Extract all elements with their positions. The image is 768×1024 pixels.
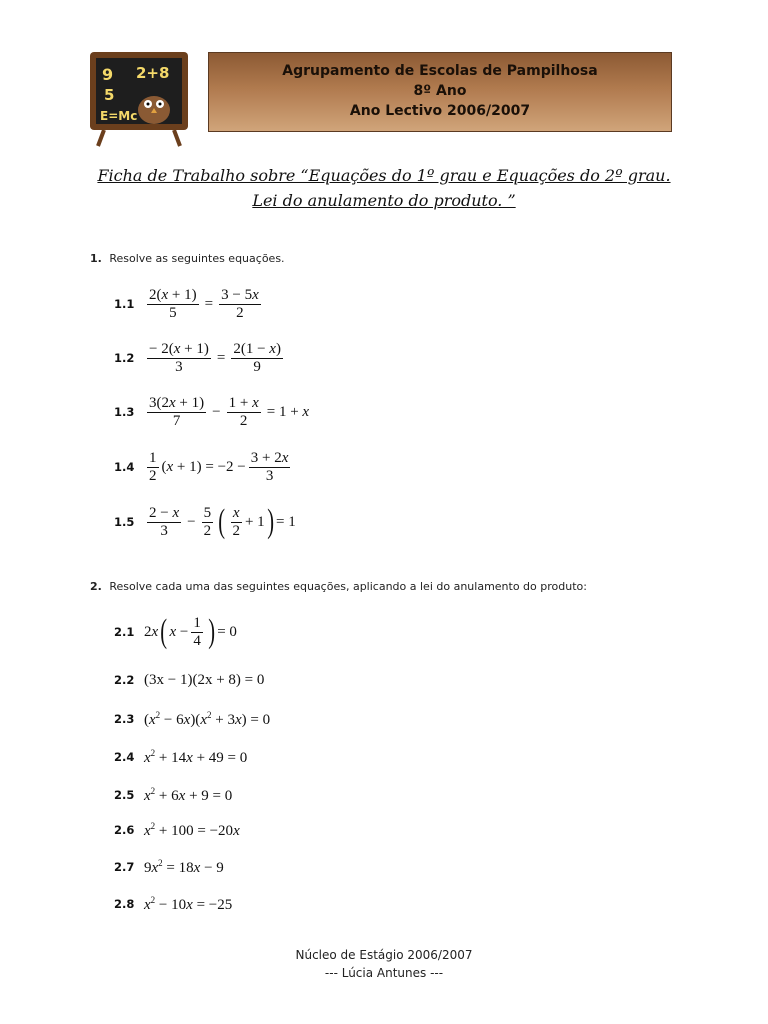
exercise-label: 2.3 bbox=[114, 712, 135, 726]
question-2-prompt: Resolve cada uma das seguintes equações, aplicando a lei do anulamento do produto: bbox=[109, 580, 587, 593]
svg-text:E=Mc: E=Mc bbox=[100, 109, 138, 123]
exercise-label: 2.5 bbox=[114, 788, 135, 802]
exercise-2-8 bbox=[114, 884, 232, 924]
equation: $\frac{2 - x}{3}$ − $\frac{5}{2}$ ( $\frac{x}{2}$ + 1 ) = 1 bbox=[149, 503, 296, 540]
exercise-1-5 bbox=[114, 502, 296, 542]
exercise-2-3 bbox=[114, 699, 270, 739]
equation: $\frac{3(2x + 1)}{7}$ − $\frac{1 + x}{2}$ = 1 + x bbox=[149, 394, 310, 429]
svg-text:9: 9 bbox=[102, 65, 114, 84]
exercise-2-7 bbox=[114, 847, 224, 887]
exercise-2-6 bbox=[114, 810, 240, 850]
question-1 bbox=[90, 252, 285, 265]
school-header bbox=[208, 52, 672, 132]
question-2 bbox=[90, 580, 587, 593]
equation: $\frac{- 2(x + 1)}{3}$ = $\frac{2(1 - x)}{9}$ bbox=[149, 340, 281, 375]
grade-level: 8º Ano bbox=[413, 83, 467, 99]
exercise-label: 2.2 bbox=[114, 673, 135, 687]
exercise-label: 1.1 bbox=[114, 297, 135, 311]
equation: $\frac{2(x + 1)}{5}$ = $\frac{3 - 5x}{2}$ bbox=[149, 286, 259, 321]
worksheet-title-line2: Lei do anulamento do produto. ” bbox=[252, 191, 516, 210]
school-logo bbox=[84, 42, 194, 148]
footer-author: --- Lúcia Antunes --- bbox=[324, 966, 444, 980]
school-year: Ano Lectivo 2006/2007 bbox=[349, 103, 531, 119]
school-name: Agrupamento de Escolas de Pampilhosa bbox=[282, 63, 598, 79]
equation: $\frac{1}{2}$ (x + 1) = −2 − $\frac{3 + 2x}{3}$ bbox=[149, 449, 289, 484]
equation: $x^2 + 14x + 49 = 0$ bbox=[144, 747, 248, 766]
exercise-2-1 bbox=[114, 612, 237, 652]
equation: $x^2 + 100 = -20x$ bbox=[144, 820, 240, 839]
equation: $(x^2 - 6x)(x^2 + 3x) = 0$ bbox=[144, 709, 271, 728]
equation: $9x^2 = 18x - 9$ bbox=[144, 857, 224, 876]
worksheet-title-line1: Ficha de Trabalho sobre “Equações do 1º grau e Equações do 2º grau. bbox=[97, 166, 671, 185]
exercise-2-5 bbox=[114, 775, 232, 815]
exercise-1-1 bbox=[114, 284, 264, 324]
equation: $x^2 - 10x = -25$ bbox=[144, 894, 233, 913]
equation: 2x ( x − $\frac{1}{4}$ ) = 0 bbox=[144, 613, 237, 650]
exercise-label: 2.8 bbox=[114, 897, 135, 911]
footer-internship: Núcleo de Estágio 2006/2007 bbox=[295, 948, 473, 962]
question-2-number: 2. bbox=[90, 580, 102, 593]
exercise-label: 1.2 bbox=[114, 351, 135, 365]
exercise-label: 1.4 bbox=[114, 460, 135, 474]
exercise-2-4 bbox=[114, 737, 247, 777]
exercise-label: 1.5 bbox=[114, 515, 135, 529]
exercise-label: 1.3 bbox=[114, 405, 135, 419]
equation: (3x − 1)(2x + 8) = 0 bbox=[144, 671, 265, 688]
question-1-number: 1. bbox=[90, 252, 102, 265]
exercise-1-4 bbox=[114, 447, 293, 487]
exercise-1-3 bbox=[114, 392, 312, 432]
question-1-prompt: Resolve as seguintes equações. bbox=[109, 252, 285, 265]
svg-text:2+8: 2+8 bbox=[136, 64, 170, 82]
exercise-1-2 bbox=[114, 338, 286, 378]
exercise-label: 2.7 bbox=[114, 860, 135, 874]
equation: $x^2 + 6x + 9 = 0$ bbox=[144, 785, 233, 804]
exercise-label: 2.6 bbox=[114, 823, 135, 837]
chalkboard-owl-icon bbox=[84, 42, 194, 148]
exercise-label: 2.4 bbox=[114, 750, 135, 764]
svg-text:5: 5 bbox=[104, 86, 115, 104]
exercise-label: 2.1 bbox=[114, 625, 135, 639]
exercise-2-2 bbox=[114, 660, 264, 700]
